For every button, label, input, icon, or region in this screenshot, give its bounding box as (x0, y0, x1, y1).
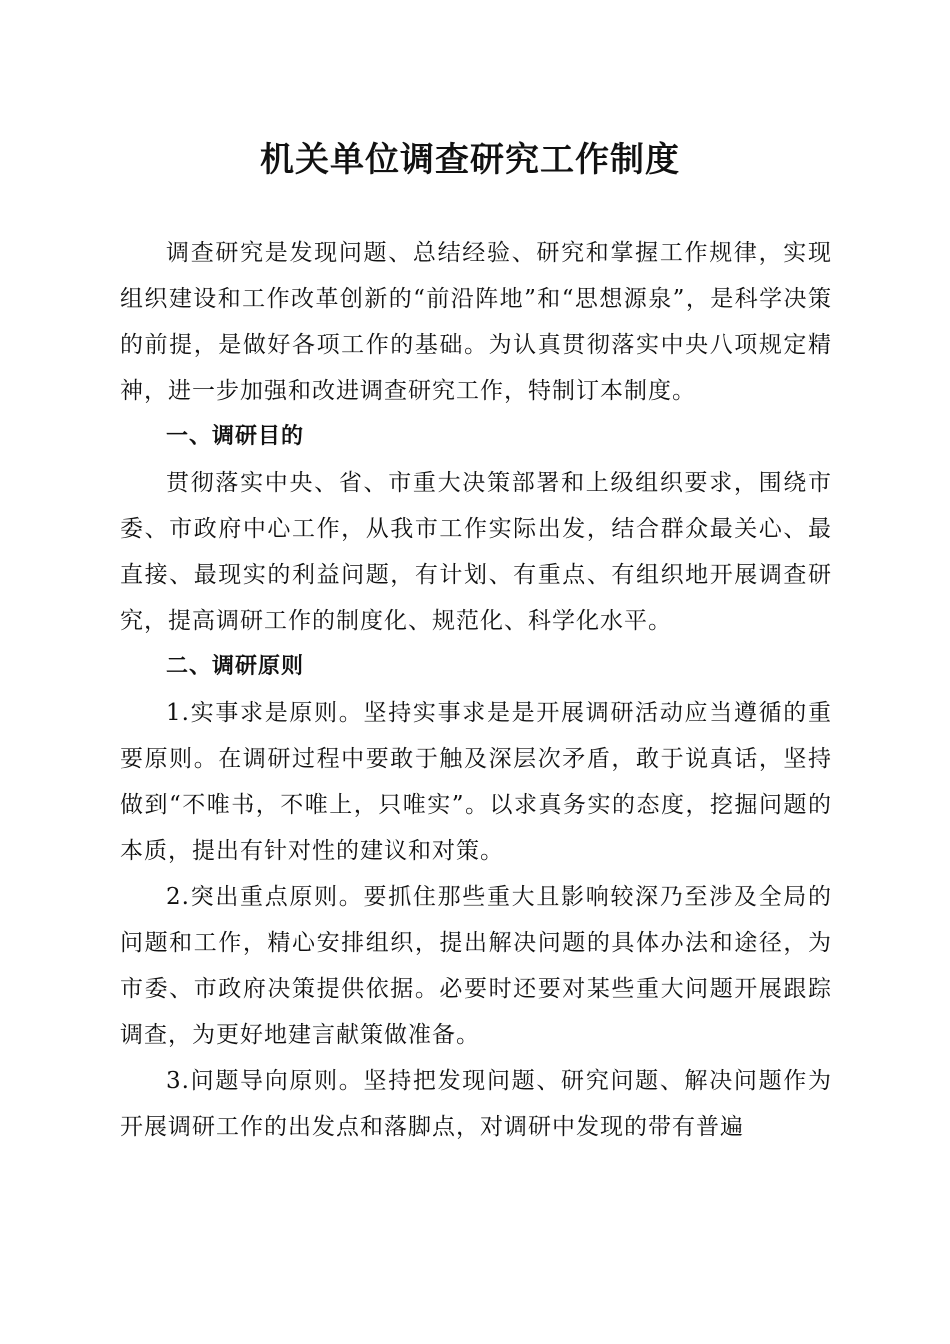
intro-paragraph: 调查研究是发现问题、总结经验、研究和掌握工作规律，实现组织建设和工作改革创新的“前沿阵地”和“思想源泉”，是科学决策的前提，是做好各项工作的基础。为认真贯彻落实中央八项规定精神，进一步加强和改进调查研究工作，特制订本制度。 (120, 240, 832, 404)
principle-paragraph-3: 3.问题导向原则。坚持把发现问题、研究问题、解决问题作为开展调研工作的出发点和落脚点，对调研中发现的带有普遍 (120, 1068, 832, 1140)
purpose-paragraph: 贯彻落实中央、省、市重大决策部署和上级组织要求，围绕市委、市政府中心工作，从我市工作实际出发，结合群众最关心、最直接、最现实的利益问题，有计划、有重点、有组织地开展调查研究，提高调研工作的制度化、规范化、科学化水平。 (120, 470, 832, 634)
section-heading-purpose: 一、调研目的 (166, 424, 305, 449)
document-body (120, 230, 832, 1150)
principle-paragraph-1: 1.实事求是原则。坚持实事求是是开展调研活动应当遵循的重要原则。在调研过程中要敢于触及深层次矛盾，敢于说真话，坚持做到“不唯书，不唯上，只唯实”。以求真务实的态度，挖掘问题的本质，提出有针对性的建议和对策。 (120, 700, 832, 864)
principle-paragraph-2: 2.突出重点原则。要抓住那些重大且影响较深乃至涉及全局的问题和工作，精心安排组织，提出解决问题的具体办法和途径，为市委、市政府决策提供依据。必要时还要对某些重大问题开展跟踪调查，为更好地建言献策做准备。 (120, 884, 832, 1048)
document-title: 机关单位调查研究工作制度 (260, 140, 680, 180)
section-heading-principles: 二、调研原则 (166, 654, 305, 679)
